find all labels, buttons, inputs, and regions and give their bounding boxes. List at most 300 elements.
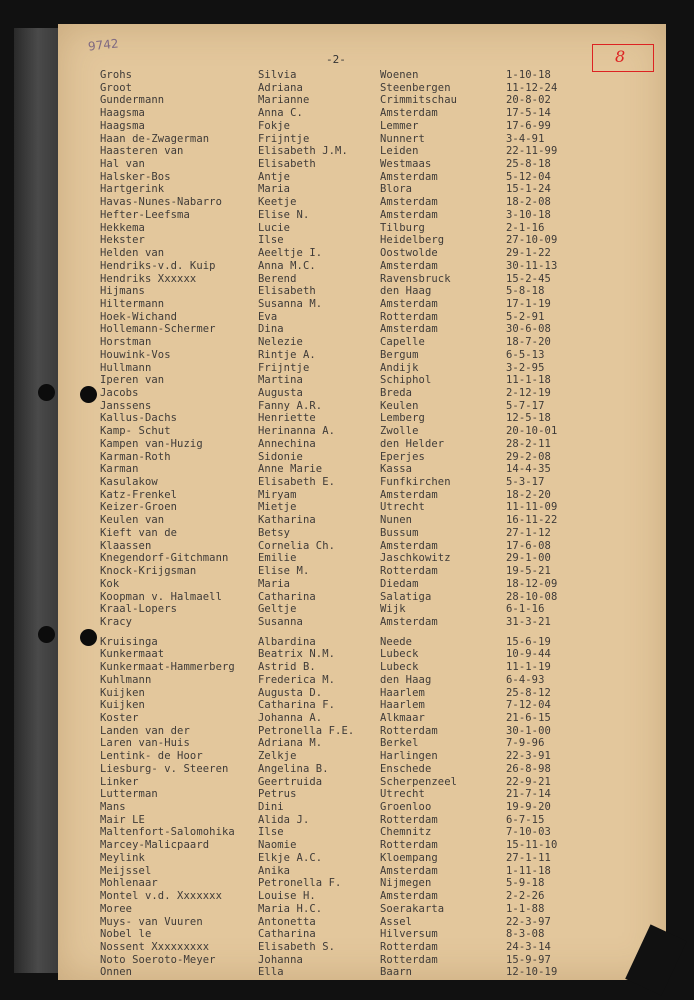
place-cell: Enschede xyxy=(380,762,432,775)
place-cell: Tilburg xyxy=(380,221,425,234)
date-cell: 17-5-14 xyxy=(506,107,551,120)
list-row xyxy=(58,801,666,814)
given-name-cell: Sidonie xyxy=(258,450,303,463)
date-cell: 16-11-22 xyxy=(506,514,558,527)
surname-cell: Kieft van de xyxy=(100,526,178,539)
place-cell: Berkel xyxy=(380,737,419,750)
place-cell: Rotterdam xyxy=(380,724,438,737)
list-row xyxy=(58,648,666,661)
given-name-cell: Petronella F.E. xyxy=(258,724,355,737)
place-cell: Amsterdam xyxy=(380,488,438,501)
surname-cell: Jacobs xyxy=(100,387,139,399)
date-cell: 14-4-35 xyxy=(506,463,551,476)
surname-cell: Kuijken xyxy=(100,699,145,712)
list-row xyxy=(58,814,666,827)
list-row xyxy=(58,311,666,324)
surname-cell: Koopman v. Halmaell xyxy=(100,590,223,603)
surname-cell: Maltenfort-Salomohika xyxy=(100,826,235,839)
place-cell: Scherpenzeel xyxy=(380,775,458,788)
date-cell: 15-11-10 xyxy=(506,839,558,852)
given-name-cell: Maria xyxy=(258,577,291,590)
list-row xyxy=(58,514,666,527)
surname-cell: Nobel le xyxy=(100,928,152,941)
surname-cell: Hefter-Leefsma xyxy=(100,208,190,221)
given-name-cell: Mietje xyxy=(258,501,297,514)
surname-cell: Karman-Roth xyxy=(100,450,171,463)
date-cell: 15-2-45 xyxy=(506,272,551,285)
list-row xyxy=(58,712,666,725)
date-cell: 15-1-24 xyxy=(506,183,551,196)
list-row xyxy=(58,636,666,649)
place-cell: Groenloo xyxy=(380,801,432,814)
date-cell: 2-2-26 xyxy=(506,890,545,903)
surname-cell: Lutterman xyxy=(100,788,158,801)
place-cell: Neede xyxy=(380,635,413,648)
surname-cell: Meylink xyxy=(100,851,145,864)
date-cell: 5-3-17 xyxy=(506,476,545,489)
place-cell: Rotterdam xyxy=(380,813,438,826)
date-cell: 21-7-14 xyxy=(506,788,551,801)
date-cell: 15-9-97 xyxy=(506,953,551,966)
place-cell: Rotterdam xyxy=(380,310,438,323)
list-row xyxy=(58,776,666,789)
surname-cell: Horstman xyxy=(100,336,152,349)
given-name-cell: Louise H. xyxy=(258,890,316,903)
place-cell: Amsterdam xyxy=(380,196,438,209)
place-cell: Rotterdam xyxy=(380,565,438,578)
place-cell: Rotterdam xyxy=(380,940,438,953)
date-cell: 29-2-08 xyxy=(506,450,551,463)
date-cell: 22-9-21 xyxy=(506,775,551,788)
given-name-cell: Dina xyxy=(258,323,284,336)
given-name-cell: Elisabeth J.M. xyxy=(258,145,348,158)
surname-cell: Hendriks-v.d. Kuip xyxy=(100,259,216,272)
list-row xyxy=(58,903,666,916)
list-row xyxy=(58,661,666,674)
surname-cell: Groot xyxy=(100,81,133,94)
surname-cell: Kunkermaat xyxy=(100,648,165,661)
given-name-cell: Catharina xyxy=(258,928,316,941)
place-cell: Funfkirchen xyxy=(380,476,451,489)
given-name-cell: Augusta xyxy=(258,387,303,399)
place-cell: Haarlem xyxy=(380,686,425,699)
given-name-cell: Marianne xyxy=(258,94,310,107)
place-cell: Leiden xyxy=(380,145,419,158)
place-cell: Amsterdam xyxy=(380,170,438,183)
place-cell: Zwolle xyxy=(380,425,419,438)
place-cell: Amsterdam xyxy=(380,107,438,120)
date-cell: 7-9-96 xyxy=(506,737,545,750)
date-cell: 1-10-18 xyxy=(506,69,551,81)
list-row xyxy=(58,374,666,387)
given-name-cell: Catharina F. xyxy=(258,699,336,712)
given-name-cell: Johanna A. xyxy=(258,712,323,724)
list-row xyxy=(58,183,666,196)
date-cell: 28-10-08 xyxy=(506,590,558,603)
list-row xyxy=(58,865,666,878)
list-row xyxy=(58,298,666,311)
place-cell: Hilversum xyxy=(380,928,438,941)
punch-hole-middle xyxy=(38,626,55,643)
given-name-cell: Albardina xyxy=(258,635,316,648)
place-cell: Rotterdam xyxy=(380,839,438,852)
date-cell: 21-6-15 xyxy=(506,712,551,724)
date-cell: 5-7-17 xyxy=(506,399,545,412)
list-row xyxy=(58,527,666,540)
list-row xyxy=(58,941,666,954)
place-cell: Amsterdam xyxy=(380,890,438,903)
surname-cell: Knegendorf-Gitchmann xyxy=(100,552,229,565)
given-name-cell: Keetje xyxy=(258,196,297,209)
surname-cell: Keulen van xyxy=(100,514,165,527)
date-cell: 18-12-09 xyxy=(506,577,558,590)
given-name-cell: Angelina B. xyxy=(258,762,329,775)
place-cell: Schiphol xyxy=(380,374,432,387)
surname-cell: Helden van xyxy=(100,247,165,260)
given-name-cell: Geltje xyxy=(258,603,297,616)
given-name-cell: Ilse xyxy=(258,234,284,247)
given-name-cell: Adriana xyxy=(258,81,303,94)
date-cell: 26-8-98 xyxy=(506,762,551,775)
given-name-cell: Silvia xyxy=(258,69,297,81)
date-cell: 20-10-01 xyxy=(506,425,558,438)
place-cell: Haarlem xyxy=(380,699,425,712)
place-cell: den Helder xyxy=(380,437,445,450)
place-cell: Chemnitz xyxy=(380,826,432,839)
surname-cell: Halsker-Bos xyxy=(100,170,171,183)
surname-cell: Hekster xyxy=(100,234,145,247)
place-cell: Alkmaar xyxy=(380,712,425,724)
place-cell: Assel xyxy=(380,915,413,928)
list-row xyxy=(58,209,666,222)
given-name-cell: Susanna M. xyxy=(258,297,323,310)
date-cell: 27-1-11 xyxy=(506,851,551,864)
given-name-cell: Elkje A.C. xyxy=(258,851,323,864)
date-cell: 31-3-21 xyxy=(506,615,551,628)
place-cell: Crimmitschau xyxy=(380,94,458,107)
given-name-cell: Anna C. xyxy=(258,107,303,120)
place-cell: Blora xyxy=(380,183,413,196)
surname-cell: Kampen van-Huzig xyxy=(100,437,203,450)
list-row xyxy=(58,591,666,604)
list-row xyxy=(58,158,666,171)
surname-cell: Mair LE xyxy=(100,813,145,826)
list-row xyxy=(58,285,666,298)
place-cell: Andijk xyxy=(380,361,419,374)
surname-cell: Kuhlmann xyxy=(100,673,152,686)
given-name-cell: Geertruida xyxy=(258,775,323,788)
list-row xyxy=(58,400,666,413)
surname-cell: Moree xyxy=(100,902,133,915)
place-cell: Amsterdam xyxy=(380,539,438,552)
place-cell: Amsterdam xyxy=(380,259,438,272)
surname-cell: Klaassen xyxy=(100,539,152,552)
place-cell: Kloempang xyxy=(380,851,438,864)
given-name-cell: Anna M.C. xyxy=(258,259,316,272)
list-row xyxy=(58,222,666,235)
surname-cell: Kamp- Schut xyxy=(100,425,171,438)
given-name-cell: Frederica M. xyxy=(258,673,336,686)
list-row xyxy=(58,699,666,712)
date-cell: 12-5-18 xyxy=(506,412,551,425)
date-cell: 22-3-91 xyxy=(506,750,551,763)
place-cell: Rotterdam xyxy=(380,953,438,966)
given-name-cell: Elise M. xyxy=(258,565,310,578)
date-cell: 3-2-95 xyxy=(506,361,545,374)
date-cell: 12-10-19 xyxy=(506,966,558,979)
list-row xyxy=(58,603,666,616)
list-row xyxy=(58,788,666,801)
place-cell: Nunen xyxy=(380,514,413,527)
punch-hole-top xyxy=(38,384,55,401)
place-cell: Lubeck xyxy=(380,661,419,674)
given-name-cell: Ilse xyxy=(258,826,284,839)
given-name-cell: Anne Marie xyxy=(258,463,323,476)
list-row xyxy=(58,171,666,184)
date-cell: 6-5-13 xyxy=(506,348,545,361)
list-row xyxy=(58,877,666,890)
given-name-cell: Fanny A.R. xyxy=(258,399,323,412)
place-cell: Heidelberg xyxy=(380,234,445,247)
surname-cell: Janssens xyxy=(100,399,152,412)
place-cell: Lubeck xyxy=(380,648,419,661)
date-cell: 30-11-13 xyxy=(506,259,558,272)
place-cell: Diedam xyxy=(380,577,419,590)
list-row xyxy=(58,489,666,502)
list-row xyxy=(58,737,666,750)
date-cell: 3-10-18 xyxy=(506,208,551,221)
list-row xyxy=(58,852,666,865)
given-name-cell: Emilie xyxy=(258,552,297,565)
list-row xyxy=(58,552,666,565)
given-name-cell: Elisabeth S. xyxy=(258,940,336,953)
place-cell: Steenbergen xyxy=(380,81,451,94)
surname-cell: Haagsma xyxy=(100,107,145,120)
list-row xyxy=(58,234,666,247)
red-box-number: 8 xyxy=(615,47,626,66)
given-name-cell: Antje xyxy=(258,170,291,183)
list-row xyxy=(58,387,666,400)
surname-cell: Liesburg- v. Steeren xyxy=(100,762,229,775)
place-cell: Lemmer xyxy=(380,119,419,132)
date-cell: 18-2-20 xyxy=(506,488,551,501)
list-row xyxy=(58,145,666,158)
date-cell: 6-4-93 xyxy=(506,673,545,686)
list-row xyxy=(58,133,666,146)
date-cell: 2-1-16 xyxy=(506,221,545,234)
date-cell: 7-12-04 xyxy=(506,699,551,712)
place-cell: den Haag xyxy=(380,673,432,686)
place-cell: Wijk xyxy=(380,603,406,616)
given-name-cell: Henriette xyxy=(258,412,316,425)
given-name-cell: Susanna xyxy=(258,615,303,628)
list-row xyxy=(58,260,666,273)
given-name-cell: Nelezie xyxy=(258,336,303,349)
date-cell: 22-3-97 xyxy=(506,915,551,928)
list-row xyxy=(58,120,666,133)
date-cell: 3-4-91 xyxy=(506,132,545,145)
surname-cell: Hijmans xyxy=(100,285,145,298)
red-number-box xyxy=(592,44,654,72)
given-name-cell: Anika xyxy=(258,864,291,877)
place-cell: den Haag xyxy=(380,285,432,298)
list-row xyxy=(58,501,666,514)
surname-cell: Grohs xyxy=(100,69,133,81)
surname-cell: Linker xyxy=(100,775,139,788)
date-cell: 17-1-19 xyxy=(506,297,551,310)
place-cell: Keulen xyxy=(380,399,419,412)
list-row xyxy=(58,839,666,852)
surname-cell: Onnen xyxy=(100,966,133,979)
given-name-cell: Alida J. xyxy=(258,813,310,826)
date-cell: 25-8-18 xyxy=(506,158,551,171)
place-cell: Nijmegen xyxy=(380,877,432,890)
date-cell: 1-1-88 xyxy=(506,902,545,915)
list-row xyxy=(58,336,666,349)
surname-cell: Keizer-Groen xyxy=(100,501,178,514)
list-row xyxy=(58,565,666,578)
given-name-cell: Eva xyxy=(258,310,278,323)
given-name-cell: Katharina xyxy=(258,514,316,527)
surname-cell: Katz-Frenkel xyxy=(100,488,178,501)
date-cell: 19-9-20 xyxy=(506,801,551,814)
surname-cell: Montel v.d. Xxxxxxx xyxy=(100,890,223,903)
date-cell: 8-3-08 xyxy=(506,928,545,941)
place-cell: Jaschkowitz xyxy=(380,552,451,565)
given-name-cell: Ella xyxy=(258,966,284,979)
list-row xyxy=(58,966,666,979)
date-cell: 25-8-12 xyxy=(506,686,551,699)
place-cell: Utrecht xyxy=(380,501,425,514)
list-row xyxy=(58,273,666,286)
given-name-cell: Naomie xyxy=(258,839,297,852)
given-name-cell: Lucie xyxy=(258,221,291,234)
surname-cell: Koster xyxy=(100,712,139,724)
date-cell: 5-9-18 xyxy=(506,877,545,890)
surname-cell: Meijssel xyxy=(100,864,152,877)
surname-cell: Hollemann-Schermer xyxy=(100,323,216,336)
place-cell: Lemberg xyxy=(380,412,425,425)
given-name-cell: Herinanna A. xyxy=(258,425,336,438)
document-page xyxy=(58,24,666,980)
place-cell: Amsterdam xyxy=(380,208,438,221)
surname-cell: Kallus-Dachs xyxy=(100,412,178,425)
given-name-cell: Fokje xyxy=(258,119,291,132)
list-row xyxy=(58,540,666,553)
place-cell: Kassa xyxy=(380,463,413,476)
surname-cell: Hendriks Xxxxxx xyxy=(100,272,197,285)
list-row xyxy=(58,247,666,260)
given-name-cell: Annechina xyxy=(258,437,316,450)
list-row xyxy=(58,323,666,336)
date-cell: 30-6-08 xyxy=(506,323,551,336)
date-cell: 5-8-18 xyxy=(506,285,545,298)
list-row xyxy=(58,107,666,120)
surname-cell: Haagsma xyxy=(100,119,145,132)
given-name-cell: Elisabeth xyxy=(258,158,316,171)
list-row xyxy=(58,362,666,375)
date-cell: 2-12-19 xyxy=(506,387,551,399)
given-name-cell: Petrus xyxy=(258,788,297,801)
surname-cell: Iperen van xyxy=(100,374,165,387)
surname-cell: Kruisinga xyxy=(100,635,158,648)
surname-cell: Kunkermaat-Hammerberg xyxy=(100,661,235,674)
pencil-annotation: 9742 xyxy=(87,36,120,54)
list-row xyxy=(58,890,666,903)
list-row xyxy=(58,916,666,929)
place-cell: Breda xyxy=(380,387,413,399)
given-name-cell: Betsy xyxy=(258,526,291,539)
surname-cell: Kuijken xyxy=(100,686,145,699)
list-row xyxy=(58,954,666,967)
surname-cell: Hartgerink xyxy=(100,183,165,196)
list-row xyxy=(58,425,666,438)
surname-cell: Mans xyxy=(100,801,126,814)
surname-cell: Laren van-Huis xyxy=(100,737,190,750)
date-cell: 1-11-18 xyxy=(506,864,551,877)
given-name-cell: Maria xyxy=(258,183,291,196)
list-row xyxy=(58,725,666,738)
date-cell: 6-1-16 xyxy=(506,603,545,616)
surname-cell: Haan de-Zwagerman xyxy=(100,132,210,145)
list-row xyxy=(58,750,666,763)
place-cell: Nunnert xyxy=(380,132,425,145)
list-row xyxy=(58,476,666,489)
surname-cell: Mohlenaar xyxy=(100,877,158,890)
surname-cell: Houwink-Vos xyxy=(100,348,171,361)
surname-cell: Lentink- de Hoor xyxy=(100,750,203,763)
date-cell: 29-1-22 xyxy=(506,247,551,260)
place-cell: Capelle xyxy=(380,336,425,349)
list-row xyxy=(58,412,666,425)
date-cell: 22-11-99 xyxy=(506,145,558,158)
date-cell: 11-1-18 xyxy=(506,374,551,387)
list-row xyxy=(58,196,666,209)
given-name-cell: Miryam xyxy=(258,488,297,501)
place-cell: Harlingen xyxy=(380,750,438,763)
given-name-cell: Rintje A. xyxy=(258,348,316,361)
list-row xyxy=(58,674,666,687)
date-cell: 11-1-19 xyxy=(506,661,551,674)
surname-cell: Knock-Krijgsman xyxy=(100,565,197,578)
given-name-cell: Augusta D. xyxy=(258,686,323,699)
place-cell: Salatiga xyxy=(380,590,432,603)
place-cell: Bussum xyxy=(380,526,419,539)
place-cell: Amsterdam xyxy=(380,615,438,628)
date-cell: 6-7-15 xyxy=(506,813,545,826)
place-cell: Woenen xyxy=(380,69,419,81)
list-row xyxy=(58,94,666,107)
list-row xyxy=(58,451,666,464)
surname-cell: Marcey-Malicpaard xyxy=(100,839,210,852)
place-cell: Eperjes xyxy=(380,450,425,463)
surname-cell: Gundermann xyxy=(100,94,165,107)
surname-cell: Havas-Nunes-Nabarro xyxy=(100,196,223,209)
date-cell: 28-2-11 xyxy=(506,437,551,450)
place-cell: Ravensbruck xyxy=(380,272,451,285)
given-name-cell: Zelkje xyxy=(258,750,297,763)
place-cell: Amsterdam xyxy=(380,297,438,310)
given-name-cell: Maria H.C. xyxy=(258,902,323,915)
date-cell: 18-7-20 xyxy=(506,336,551,349)
given-name-cell: Adriana M. xyxy=(258,737,323,750)
surname-cell: Karman xyxy=(100,463,139,476)
surname-cell: Hekkema xyxy=(100,221,145,234)
date-cell: 11-12-24 xyxy=(506,81,558,94)
given-name-cell: Elise N. xyxy=(258,208,310,221)
place-cell: Oostwolde xyxy=(380,247,438,260)
surname-cell: Nossent Xxxxxxxxx xyxy=(100,940,210,953)
